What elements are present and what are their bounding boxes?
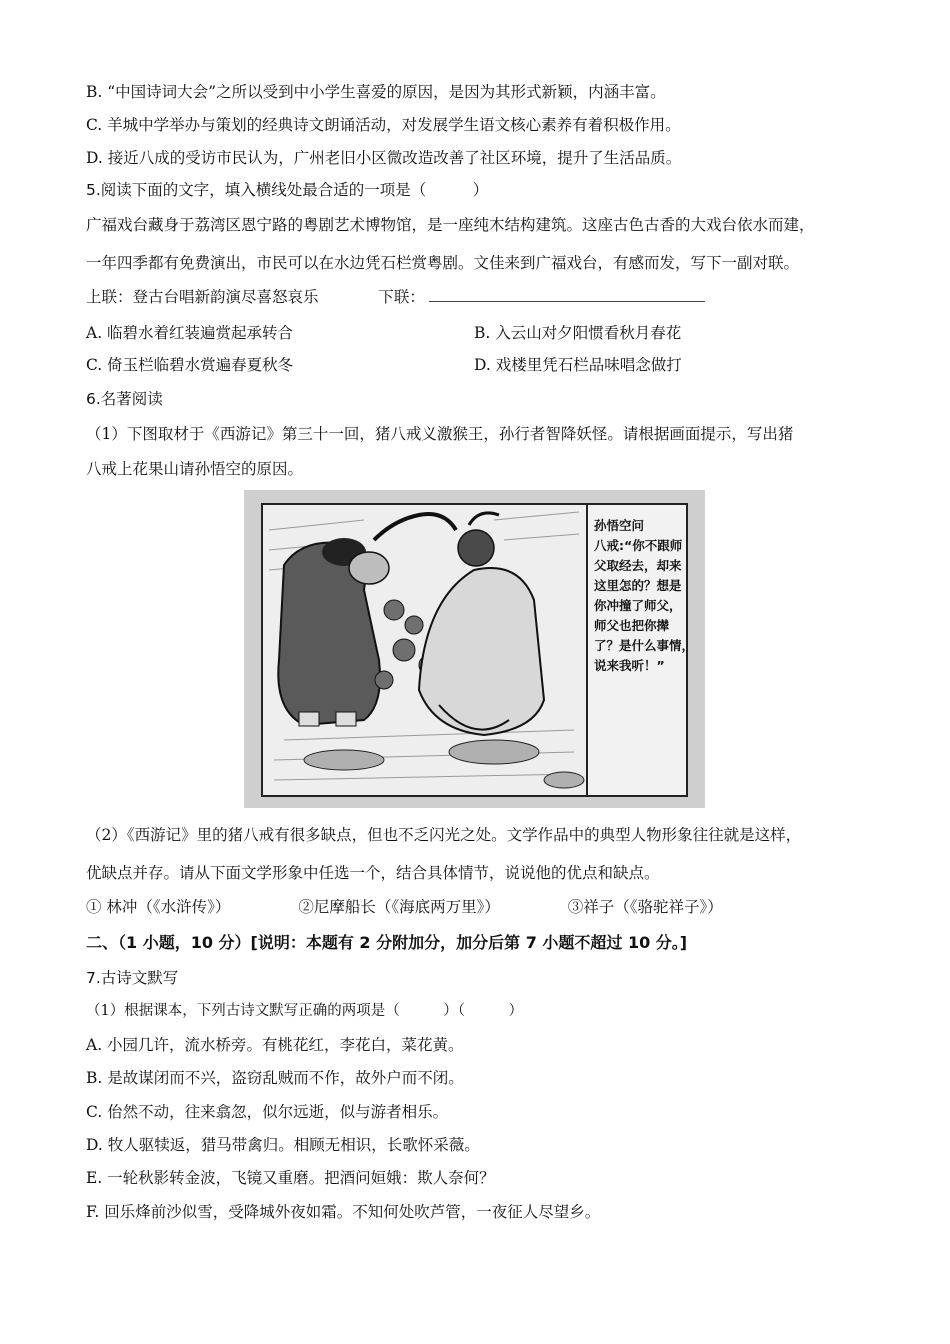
question-5-stem: 5.阅读下面的文字，填入横线处最合适的一项是（ ） (86, 181, 489, 199)
caption-line: 八戒:“你不跟师 (594, 538, 683, 553)
caption-line: 这里怎的？想是 (594, 578, 682, 593)
q5-option-c: C. 倚玉栏临碧水赏遍春夏秋冬 (86, 356, 294, 374)
q6-part1-line1: （1）下图取材于《西游记》第三十一回，猪八戒义激猴王，孙行者智降妖怪。请根据画面提示，写出猪 (86, 425, 794, 443)
caption-line: 你冲撞了师父， (594, 598, 682, 613)
choice-3: ③祥子（《骆驼祥子》） (567, 898, 723, 916)
q7-option-f: F. 回乐烽前沙似雪，受降城外夜如霜。不知何处吹芦管，一夜征人尽望乡。 (86, 1203, 601, 1221)
q5-passage-line1: 广福戏台藏身于荔湾区恩宁路的粤剧艺术博物馆，是一座纯木结构建筑。这座古色古香的大戏台依水而建， (86, 216, 815, 234)
caption-line: 了？是什么事情， (594, 638, 695, 653)
caption-line: 说来我听！” (594, 658, 665, 673)
q7-option-e: E. 一轮秋影转金波，飞镜又重磨。把酒问姮娥：欺人奈何？ (86, 1169, 495, 1187)
q7-option-a: A. 小园几许，流水桥旁。有桃花红，李花白，菜花黄。 (86, 1036, 464, 1054)
upper-couplet: 上联：登古台唱新韵演尽喜怒哀乐 (86, 288, 319, 306)
q6-part2-line1: （2）《西游记》里的猪八戒有很多缺点，但也不乏闪光之处。文学作品中的典型人物形象往往就是这样， (86, 826, 802, 844)
section-2-heading: 二、（1 小题，10 分）[说明：本题有 2 分附加分，加分后第 7 小题不超过 10 分。] (86, 933, 688, 952)
q5-couplet (86, 286, 705, 308)
q4-option-b: B. “中国诗词大会”之所以受到中小学生喜爱的原因，是因为其形式新颖，内涵丰富。 (86, 83, 666, 101)
comic-drawing (244, 490, 705, 808)
q5-option-b: B. 入云山对夕阳惯看秋月春花 (474, 324, 682, 342)
choice-1: ① 林冲（《水浒传》） (86, 898, 231, 916)
q7-option-b: B. 是故谋闭而不兴，盗窃乱贼而不作，故外户而不闭。 (86, 1069, 464, 1087)
question-6-stem: 6.名著阅读 (86, 390, 163, 408)
caption-line: 师父也把你撵 (594, 618, 670, 633)
q5-option-a: A. 临碧水着红装遍赏起承转合 (86, 324, 294, 342)
q4-option-d: D. 接近八成的受访市民认为，广州老旧小区微改造改善了社区环境，提升了生活品质。 (86, 149, 682, 167)
choice-2: ②尼摩船长（《海底两万里》） (298, 898, 500, 916)
q6-choices (86, 896, 723, 918)
question-7-stem: 7.古诗文默写 (86, 969, 179, 987)
q7-sub1: （1）根据课本，下列古诗文默写正确的两项是（ ）（ ） (86, 1003, 523, 1019)
caption-line: 父取经去，却来 (594, 558, 682, 573)
q6-part1-line2: 八戒上花果山请孙悟空的原因。 (86, 460, 304, 478)
q6-part2-line2: 优缺点并存。请从下面文学形象中任选一个，结合具体情节，说说他的优点和缺点。 (86, 864, 660, 882)
q7-option-d: D. 牧人驱犊返，猎马带禽归。相顾无相识，长歌怀采薇。 (86, 1136, 480, 1154)
q4-option-c: C. 羊城中学举办与策划的经典诗文朗诵活动，对发展学生语文核心素养有着积极作用。 (86, 116, 681, 134)
q7-option-c: C. 佁然不动，往来翕忽，似尔远逝，似与游者相乐。 (86, 1103, 449, 1121)
comic-illustration (244, 490, 705, 808)
caption-line: 孙悟空问 (594, 518, 645, 533)
lower-couplet-label: 下联： (378, 288, 425, 306)
q5-option-d: D. 戏楼里凭石栏品味唱念做打 (474, 356, 682, 374)
q5-passage-line2: 一年四季都有免费演出，市民可以在水边凭石栏赏粤剧。文佳来到广福戏台，有感而发，写下一副对联。 (86, 254, 800, 272)
answer-blank[interactable] (429, 287, 705, 302)
